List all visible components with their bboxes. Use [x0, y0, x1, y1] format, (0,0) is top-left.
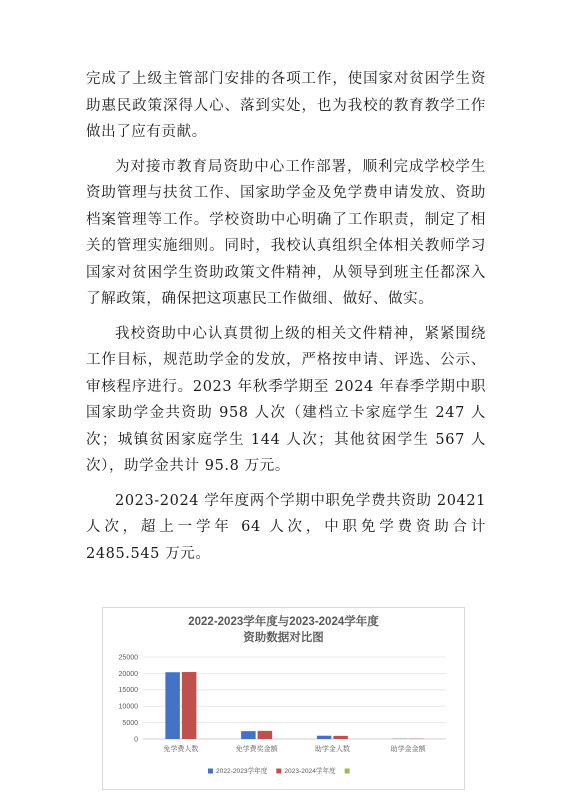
chart-x-axis	[163, 744, 426, 753]
x-category-label: 免学费奖金额	[235, 746, 278, 753]
y-tick-label: 0	[134, 736, 138, 744]
y-tick-label: 25000	[118, 654, 138, 662]
chart-title-line-2: 资助数据对比图	[243, 632, 324, 644]
bar-2-2	[258, 731, 273, 739]
chart-legend	[208, 766, 350, 775]
chart-y-axis	[119, 654, 139, 743]
x-category-label: 免学费人数	[163, 746, 199, 753]
legend-swatch	[208, 769, 213, 774]
y-tick-label: 20000	[118, 670, 138, 678]
chart-svg	[103, 608, 464, 789]
comparison-chart	[102, 607, 465, 790]
paragraph-grant-statistics: 我校资助中心认真贯彻上级的相关文件精神，紧紧围绕工作目标，规范助学金的发放，严格按申请、评选、公示、审核程序进行。2023 年秋季学期至 2024 年春季学期中职国家助学金共资助 958 人次（建档立卡家庭学生 247 人次；城镇贫困家庭学生 144 人次；其他贫困学生 567 人次），助学金共计 95.8 万元。	[86, 325, 486, 474]
bar-2-3	[333, 736, 348, 739]
chart-bars	[165, 672, 423, 739]
legend-swatch	[276, 769, 281, 774]
legend-swatch	[345, 769, 350, 774]
paragraph-work-deployment: 为对接市教育局资助中心工作部署，顺利完成学校学生资助管理与扶贫工作、国家助学金及免学费申请发放、资助档案管理等工作。学校资助中心明确了工作职责，制定了相关的管理实施细则。同时，我校认真组织全体相关教师学习国家对贫困学生资助政策文件精神，从领导到班主任都深入了解政策，确保把这项惠民工作做细、做好、做实。	[86, 158, 486, 307]
legend-label: 2022-2023学年度	[216, 768, 268, 775]
bar-1-2	[241, 731, 256, 739]
bar-1-1	[165, 672, 180, 739]
paragraph-continuation: 完成了上级主管部门安排的各项工作，使国家对贫困学生资助惠民政策深得人心、落到实处，也为我校的教育教学工作做出了应有贡献。	[86, 71, 486, 140]
chart-title-line-1: 2022-2023学年度与2023-2024学年度	[188, 616, 379, 628]
body-text	[86, 66, 486, 567]
y-tick-label: 5000	[122, 720, 138, 727]
y-tick-label: 15000	[118, 687, 138, 695]
legend-label: 2023-2024学年度	[284, 768, 336, 775]
paragraph-tuition-waiver: 2023-2024 学年度两个学期中职免学费共资助 20421 人次，超上一学年 64 人次，中职免学费资助合计 2485.545 万元。	[86, 492, 486, 562]
bar-1-3	[317, 736, 332, 739]
bar-2-1	[182, 672, 197, 739]
x-category-label: 助学金人数	[314, 746, 350, 753]
y-tick-label: 10000	[118, 703, 138, 711]
x-category-label: 助学金金额	[390, 746, 426, 753]
